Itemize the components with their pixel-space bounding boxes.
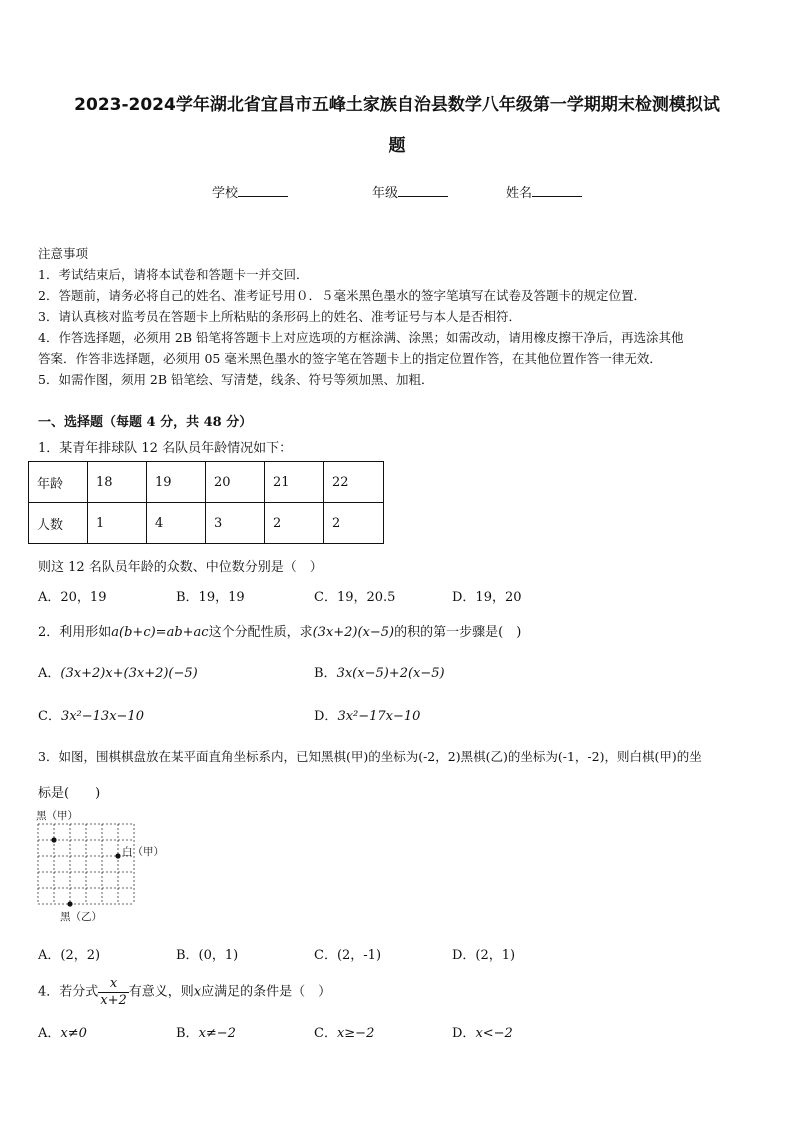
black-stone-a xyxy=(51,837,56,842)
q2-stem xyxy=(38,621,521,640)
q1-stem: 1．某青年排球队 12 名队员年龄情况如下： xyxy=(38,441,293,456)
school-field xyxy=(212,182,288,201)
exam-title-line2: 题 xyxy=(388,136,406,156)
q4-option-a: A．x≠0 xyxy=(38,1026,87,1041)
note-item: 答案．作答非选择题，必须用 05 毫米黑色墨水的签字笔在答题卡上的指定位置作答，在其他位置作答一律无效． xyxy=(38,351,662,366)
q4-stem xyxy=(38,976,331,1009)
q4-variable: x xyxy=(193,984,202,1000)
school-label: 学校 xyxy=(212,186,239,201)
section-heading: 一、选择题（每题 4 分，共 48 分） xyxy=(38,415,253,430)
table-cell: 4 xyxy=(147,503,206,544)
q3-option-a: A．(2，2) xyxy=(38,948,101,963)
table-cell: 21 xyxy=(265,462,324,503)
q4-option-d: D．x<−2 xyxy=(452,1026,513,1041)
table-cell: 1 xyxy=(88,503,147,544)
name-label: 姓名 xyxy=(506,186,533,201)
q1-question: 则这 12 名队员年龄的众数、中位数分别是（ ） xyxy=(38,560,323,575)
q2-option-d: D．3x²−17x−10 xyxy=(314,709,421,724)
fraction-denominator: x+2 xyxy=(100,993,127,1008)
note-item: 1．考试结束后，请将本试卷和答题卡一并交回． xyxy=(38,267,309,282)
q2-formula-product: (3x+2)(x−5) xyxy=(312,625,395,640)
table-cell: 3 xyxy=(206,503,265,544)
note-item: 4．作答选择题，必须用 2B 铅笔将答题卡上对应选项的方框涂满、涂黑；如需改动，请用橡皮擦干净后，再选涂其他 xyxy=(38,330,684,345)
table-cell: 22 xyxy=(324,462,384,503)
note-item: 3．请认真核对监考员在答题卡上所粘贴的条形码上的姓名、准考证号与本人是否相符． xyxy=(38,309,521,324)
q1-option-b: B．19，19 xyxy=(176,590,245,605)
label-black-a: 黑（甲） xyxy=(36,810,78,822)
q2-stem-text: 的积的第一步骤是( ) xyxy=(394,625,522,640)
q3-stem-line1: 3．如图，围棋棋盘放在某平面直角坐标系内，已知黑棋(甲)的坐标为(-2，2)黑棋(乙)的坐标为(-1，-2)，则白棋(甲)的坐 xyxy=(38,749,702,764)
q2-stem-text: 这个分配性质，求 xyxy=(208,625,313,640)
notes-heading: 注意事项 xyxy=(38,246,89,261)
table-row xyxy=(29,503,384,544)
q4-stem-text: 4．若分式 xyxy=(38,984,99,1000)
q4-fraction xyxy=(98,976,129,1009)
q4-option-c: C．x≥−2 xyxy=(314,1026,375,1041)
go-board-figure xyxy=(30,806,180,926)
q1-option-c: C．19，20.5 xyxy=(314,590,396,605)
q2-option-b: B．3x(x−5)+2(x−5) xyxy=(314,666,445,681)
q2-option-a: A．(3x+2)x+(3x+2)(−5) xyxy=(38,666,198,681)
q2-stem-text: 2．利用形如 xyxy=(38,625,112,640)
q2-formula-distributive: a(b+c)=ab+ac xyxy=(111,625,209,640)
black-stone-b xyxy=(67,901,72,906)
table-cell: 年龄 xyxy=(29,462,88,503)
board-grid xyxy=(38,824,134,904)
fraction-numerator: x xyxy=(109,976,118,991)
age-table xyxy=(28,461,384,544)
q1-option-d: D．19，20 xyxy=(452,590,522,605)
table-cell: 18 xyxy=(88,462,147,503)
table-cell: 20 xyxy=(206,462,265,503)
table-cell: 人数 xyxy=(29,503,88,544)
label-black-b: 黑（乙） xyxy=(60,911,102,923)
q4-stem-text: 应满足的条件是（ ） xyxy=(201,984,332,1000)
q4-stem-text: 有意义，则 xyxy=(128,984,194,1000)
grade-label: 年级 xyxy=(372,186,399,201)
table-row xyxy=(29,462,384,503)
name-field xyxy=(506,182,582,201)
q3-option-d: D．(2，1) xyxy=(452,948,516,963)
note-item: 2．答题前，请务必将自己的姓名、准考证号用０．５毫米黑色墨水的签字笔填写在试卷及答题卡的规定位置． xyxy=(38,288,646,303)
q3-option-c: C．(2，-1) xyxy=(314,948,382,963)
white-stone-a xyxy=(115,853,120,858)
label-white-a: 白（甲） xyxy=(122,846,164,858)
q1-option-a: A．20，19 xyxy=(38,590,107,605)
q2-option-c: C．3x²−13x−10 xyxy=(38,709,144,724)
table-cell: 2 xyxy=(324,503,384,544)
grade-field xyxy=(372,182,448,201)
q3-option-b: B．(0，1) xyxy=(176,948,239,963)
q3-stem-line2: 标是( ) xyxy=(38,786,101,801)
table-cell: 19 xyxy=(147,462,206,503)
q4-option-b: B．x≠−2 xyxy=(176,1026,236,1041)
exam-title-line1: 2023-2024学年湖北省宜昌市五峰土家族自治县数学八年级第一学期期末检测模拟试 xyxy=(74,95,720,115)
note-item: 5．如需作图，须用 2B 铅笔绘、写清楚，线条、符号等须加黑、加粗． xyxy=(38,372,434,387)
table-cell: 2 xyxy=(265,503,324,544)
